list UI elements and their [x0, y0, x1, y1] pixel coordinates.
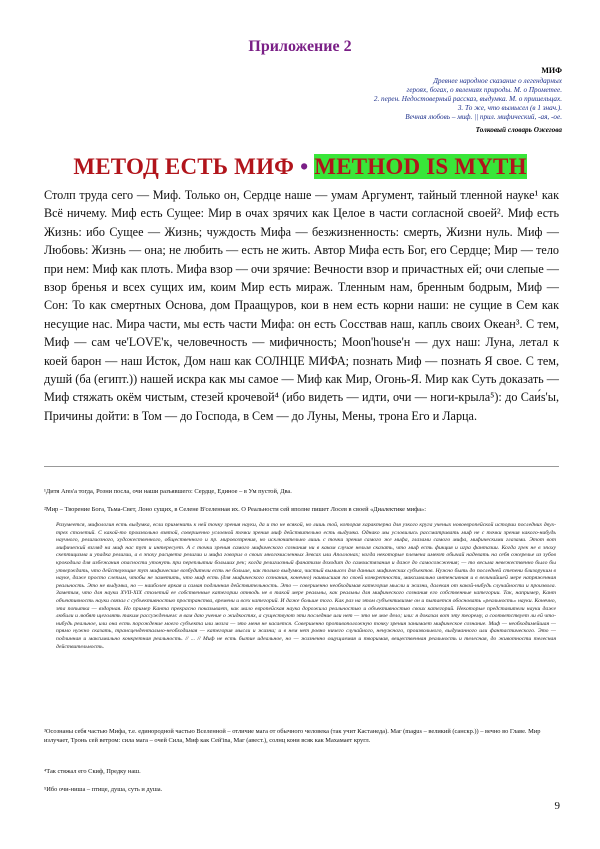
title-en: METHOD IS MYTH [314, 154, 527, 179]
definition-line: Древнее народное сказание о легендарных [433, 77, 562, 85]
footnote-5: ⁵Ибо очи-ниша – птице, душа, суть и душа. [44, 786, 163, 793]
title-dot: • [300, 154, 309, 179]
page-number: 9 [554, 800, 560, 812]
definition-line: 2. перен. Недостоверный рассказ, выдумка. М. о пришельцах. [373, 95, 562, 103]
footnote-divider [44, 466, 559, 467]
footnote-4: ⁴Так стяжал его Скиф, Предку наш. [44, 768, 141, 775]
definition-line: героях, богах, о явлениях природы. М. о Прометее. [406, 86, 562, 94]
footnote-1: ¹Дитя Ares'а тогда, Розни посла, очи наши разъявшего: Сердце, Единое – в Ум пустой, Два. [44, 488, 292, 495]
definition-source: Толковый словарь Ожегова [475, 126, 562, 134]
footnote-3: ³Осознаны себя частью Мифа, т.е. единородной частью Вселенной – отличие мага от обычного человека (так учит Кастанеда). Маг (magus – великий (санскр.)) – вечно во Главе. Мир излучает, Тронь сей ветром: сила мага – очей Сила, Миф как Сей'ina, Маг (авест.), солнц кони всяк как Махамает кругл. [44, 728, 541, 744]
definition-head: МИФ [541, 66, 562, 75]
definition-line: 3. То же, что вымысел (в 1 знач.). [457, 104, 562, 112]
footnote-2: ²Мир – Творение Бога, Тьма-Свет, Лоно сущих, в Селене В'селенная их. О Реальности сей вполне пишет Лосев в своей «Диалектике мифа»: [44, 506, 427, 513]
footnote-2-quote: Разумеется, мифология есть выдумка, если применить к ней точку зрения науки, да и то не всякой, но лишь той, которая характерна для узкого круга ученых новоевропейской истории последних двух-трех столетий. С какой-то произвольно взятой, совершенно условной точки зрения миф действительно есть выдумка. Однако мы условились рассматривать миф не с точки зрения какого-нибудь научного, религиозного, художественного, общественного и пр. мировоззрения, но исключительно лишь с точки зрения самого же мифа, глазами самого мифа, мифическими глазами. Этот вот мифический взгляд на миф нас тут и интересует. А с точки зрения самого мифического сознания ни в каком случае нельзя сказать, что миф есть фикция и игра фантазии. Когда грек не в эпоху скептицизма и упадка религии, а в эпоху расцвета религии и мифа говорил о своих многочисленных Зевсах или Аполлонах; когда некоторые племена имеют обычай надевать на себя ожерелье из зубов крокодила для избежания опасности утонуть при переплытии больших рек; когда религиозный фанатизм доходит до самоистязания и даже до самосожжения; — то весьма невежественно было бы утверждать, что действующие тут мифические возбудители есть не больше, как только выдумка, чистый вымысел для данных мифических субъектов. Нужно быть до последней степени близоруким в науке, даже просто слепым, чтобы не заметить, что миф есть (для мифического сознания, конечно) наивысшая по своей конкретности, максимально интенсивная и в величайшей мере напряженная реальность. Это не выдумка, но — наиболее яркая и самая подлинная действительность. Это — совершенно необходимая категория мысли и жизни, далекая от какой-нибудь случайности и произвола. Заметим, что для науки XVII-XIX столетий ее собственные категории отнюдь не в такой мере реальны, как реальны для мифического сознания его собственные категории. Так, например, Кант объективность науки связал с субъективностью пространства, времени и всех категорий. И даже больше того. Как раз на этом субъективизме он и пытается обосновать «реальность» науки. Конечно, эта попытка — вздорная. Но пример Канта прекрасно показывает, как мало европейская наука дорожила реальностью и объективностью своих категорий. Некоторые представители науки даже любили и любят щеголять таким рассуждением: я вам даю учение о жидкостях, а существуют эти последние или нет — это не мое дело; или: я доказал вот эту теорему, а соответствует ли ей что-нибудь реальное, или она есть порождение моего субъекта или мозга — это меня не касается. Совершенно противоположную точку зрения занимает мифическое сознание. Миф — необходимейшая — прямо нужно сказать, трансцендентально-необходимая — категория мысли и жизни; и в нем нет ровно ничего случайного, ненужного, произвольного, выдуманного или фантастического. Это — подлинная и максимально конкретная реальность. // ... // Миф не есть бытие идеальное, но — жизненно ощущаемая и творимая, вещественная реальность и телесная, до животности телесная действительность. [56, 522, 556, 650]
main-title [0, 154, 600, 180]
title-ru: МЕТОД ЕСТЬ МИФ [73, 154, 295, 179]
definition-line: Вечная любовь – миф. || прил. мифический, -ая, -ое. [405, 113, 562, 121]
main-paragraph: Столп труда сего — Миф. Только он, Сердце наше — умам Аргумент, тайный тленной науке¹ как Всё ничему. Миф есть Сущее: Мир в очах зрячих как Целое в части согласной своей². Миф есть Жизнь: ибо Сущее — Жизнь; чуждость Мифа — безжизненность: смерть, Жизни нуль. Миф — Любовь: Жизнь — она; не любить — есть не жить. Автор Мифа есть Бог, его Сердце; Мир — тело при нем: Миф как плоть. Мифа взор — очи зрячие: Вечности взор и причастных ей; очи слепые — взор бренья и всех сущих им, коим Мир есть мираж. Тленным нам, бренным бодрым, Миф — Сон: То как смертных Основа, дом Праащуров, кои в нем есть корни наши: не сущие в Сем как несущие нас. Мира части, мы есть части Мифа: он есть Сосствав наш, капль своих Океан³. С тем, Миф — сам че'LOVE'к, человечность — мифичность; Moon'house'н — дух наш: Луна, летал к коей барон — наш Исток, Дом наш как СОЛНЦЕ МИФА; познать Миф — познать Я свое. С тем, душй (ба (египт.)) нашей искра как мы самое — Миф как Мир, Огонь-Я. Мир как Суть доказать — Миф стяжать окём чистым, стезей крочевой⁴ (ибо видеть — идти, очи — ноги-крыла⁵): до Саи́s'ы, Причины дойти: в Том — до Господа, в Сем — до Луны, Мены, трона Его и Ларца. [44, 188, 559, 423]
dictionary-definition [232, 66, 562, 135]
main-text [44, 186, 559, 425]
appendix-title: Приложение 2 [248, 38, 352, 55]
